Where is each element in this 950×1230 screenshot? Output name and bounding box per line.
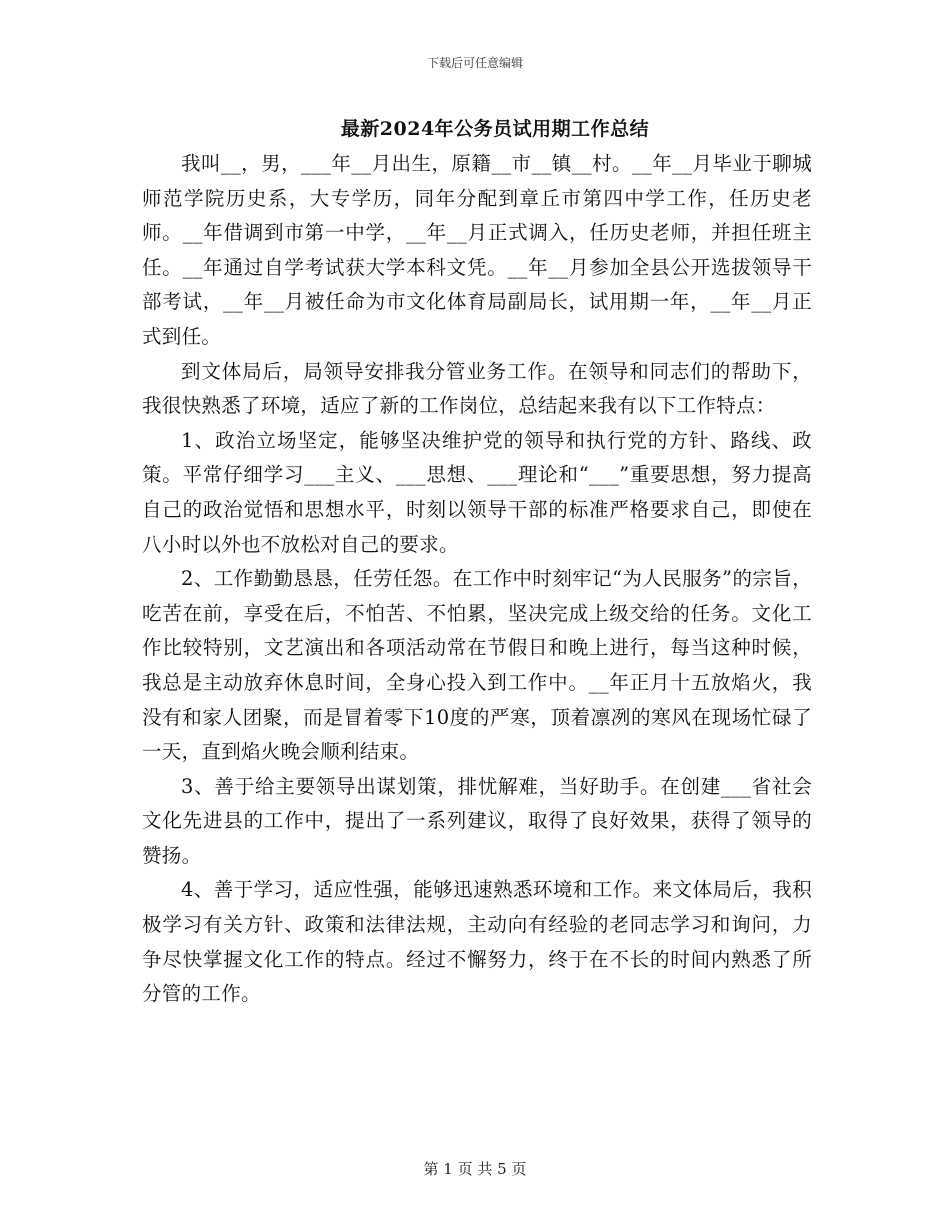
document-title: 最新2024年公务员试用期工作总结 [340, 118, 650, 140]
header-note: 下载后可任意编辑 [426, 56, 523, 70]
page-number: 第 1 页 共 5 页 [423, 1160, 527, 1178]
paragraph-point-2: 2、工作勤勤恳恳，任劳任怨。在工作中时刻牢记“为人民服务”的宗旨，吃苦在前，享受在后，不怕苦、不怕累，坚决完成上级交给的任务。文化工作比较特别，文艺演出和各项活动常在节假日和晚上进行，每当这种时候，我总是主动放弃休息时间，全身心投入到工作中。__年正月十五放焰火，我没有和家人团聚，而是冒着零下10度的严寒，顶着凛冽的寒风在现场忙碌了一天，直到焰火晚会顺利结束。 [142, 567, 812, 764]
paragraph-arrival: 到文体局后，局领导安排我分管业务工作。在领导和同志们的帮助下，我很快熟悉了环境，适应了新的工作岗位，总结起来我有以下工作特点： [142, 359, 812, 418]
document-body [142, 147, 812, 1012]
paragraph-point-4: 4、善于学习，适应性强，能够迅速熟悉环境和工作。来文体局后，我积极学习有关方针、政策和法律法规，主动向有经验的老同志学习和询问，力争尽快掌握文化工作的特点。经过不懈努力，终于在不长的时间内熟悉了所分管的工作。 [142, 878, 812, 1006]
paragraph-point-3: 3、善于给主要领导出谋划策，排忧解难，当好助手。在创建___省社会文化先进县的工作中，提出了一系列建议，取得了良好效果，获得了领导的赞扬。 [142, 774, 812, 867]
paragraph-point-1: 1、政治立场坚定，能够坚决维护党的领导和执行党的方针、路线、政策。平常仔细学习___主义、___思想、___理论和“___”重要思想，努力提高自己的政治觉悟和思想水平，时刻以领导干部的标准严格要求自己，即使在八小时以外也不放松对自己的要求。 [142, 428, 812, 556]
paragraph-intro: 我叫__，男，___年__月出生，原籍__市__镇__村。__年__月毕业于聊城师范学院历史系，大专学历，同年分配到章丘市第四中学工作，任历史老师。__年借调到市第一中学，__年__月正式调入，任历史老师，并担任班主任。__年通过自学考试获大学本科文凭。__年__月参加全县公开选拔领导干部考试，__年__月被任命为市文化体育局副局长，试用期一年，__年__月正式到任。 [142, 152, 812, 348]
